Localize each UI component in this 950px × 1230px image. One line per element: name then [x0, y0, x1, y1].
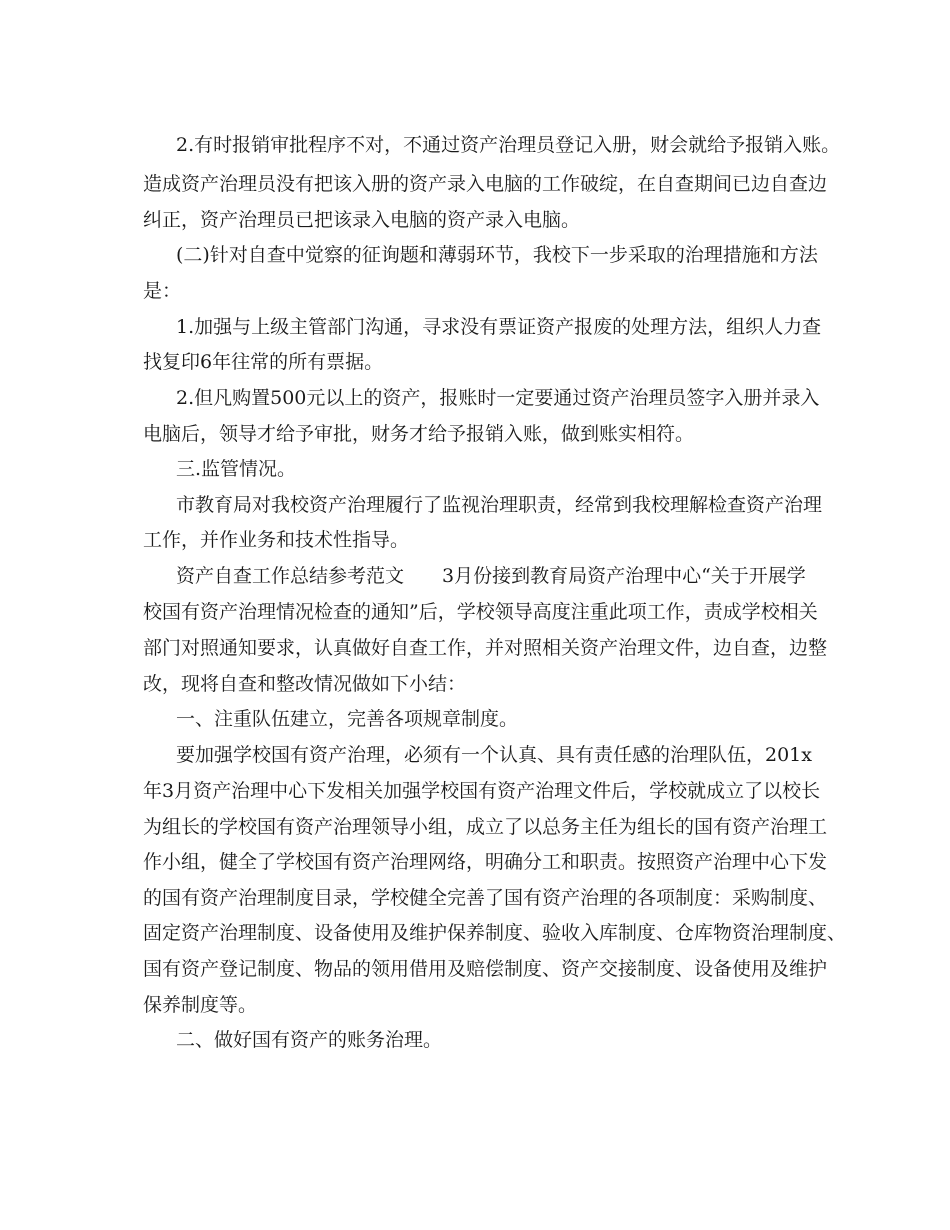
- text-line: 部门对照通知要求，认真做好自查工作，并对照相关资产治理文件，边自查，边整: [143, 637, 828, 659]
- text-line: 电脑后，领导才给予审批，财务才给予报销入账，做到账实相符。: [143, 423, 695, 445]
- text-line: 作小组，健全了学校国有资产治理网络，明确分工和职责。按照资产治理中心下发: [143, 851, 828, 873]
- text-line: 2.有时报销审批程序不对，不通过资产治理员登记入册，财会就给予报销入账。: [176, 134, 841, 156]
- text-line: 是：: [143, 280, 182, 302]
- text-line: 的国有资产治理制度目录，学校健全完善了国有资产治理的各项制度：采购制度、: [143, 887, 828, 909]
- text-line: 资产自查工作总结参考范文 3月份接到教育局资产治理中心“关于开展学: [176, 565, 806, 587]
- text-line: 纠正，资产治理员已把该录入电脑的资产录入电脑。: [143, 209, 581, 231]
- text-line: 改，现将自查和整改情况做如下小结：: [143, 673, 467, 695]
- text-line: 要加强学校国有资产治理，必须有一个认真、具有责任感的治理队伍，201x: [176, 744, 812, 766]
- text-line: 工作，并作业务和技术性指导。: [143, 529, 410, 551]
- text-line: 固定资产治理制度、设备使用及维护保养制度、验收入库制度、仓库物资治理制度、: [143, 922, 847, 944]
- text-line: 为组长的学校国有资产治理领导小组，成立了以总务主任为组长的国有资产治理工: [143, 816, 828, 838]
- text-line: 三.监管情况。: [176, 458, 297, 480]
- text-line: 校国有资产治理情况检查的通知”后，学校领导高度注重此项工作，责成学校相关: [143, 601, 818, 623]
- text-line: 1.加强与上级主管部门沟通，寻求没有票证资产报废的处理方法，组织人力查: [176, 316, 822, 338]
- text-line: 国有资产登记制度、物品的领用借用及赔偿制度、资产交接制度、设备使用及维护: [143, 958, 828, 980]
- text-line: 2.但凡购置500元以上的资产，报账时一定要通过资产治理员签字入册并录入: [176, 387, 820, 409]
- text-line: (二)针对自查中觉察的征询题和薄弱环节，我校下一步采取的治理措施和方法: [176, 244, 818, 266]
- text-line: 保养制度等。: [143, 994, 258, 1016]
- text-line: 市教育局对我校资产治理履行了监视治理职责，经常到我校理解检查资产治理: [176, 494, 823, 516]
- text-line: 造成资产治理员没有把该入册的资产录入电脑的工作破绽，在自查期间已边自查边: [143, 173, 828, 195]
- text-line: 一、注重队伍建立，完善各项规章制度。: [176, 708, 519, 730]
- text-line: 年3月资产治理中心下发相关加强学校国有资产治理文件后，学校就成立了以校长: [143, 780, 821, 802]
- text-line: 二、做好国有资产的账务治理。: [176, 1029, 443, 1051]
- text-line: 找复印6年往常的所有票据。: [143, 351, 384, 373]
